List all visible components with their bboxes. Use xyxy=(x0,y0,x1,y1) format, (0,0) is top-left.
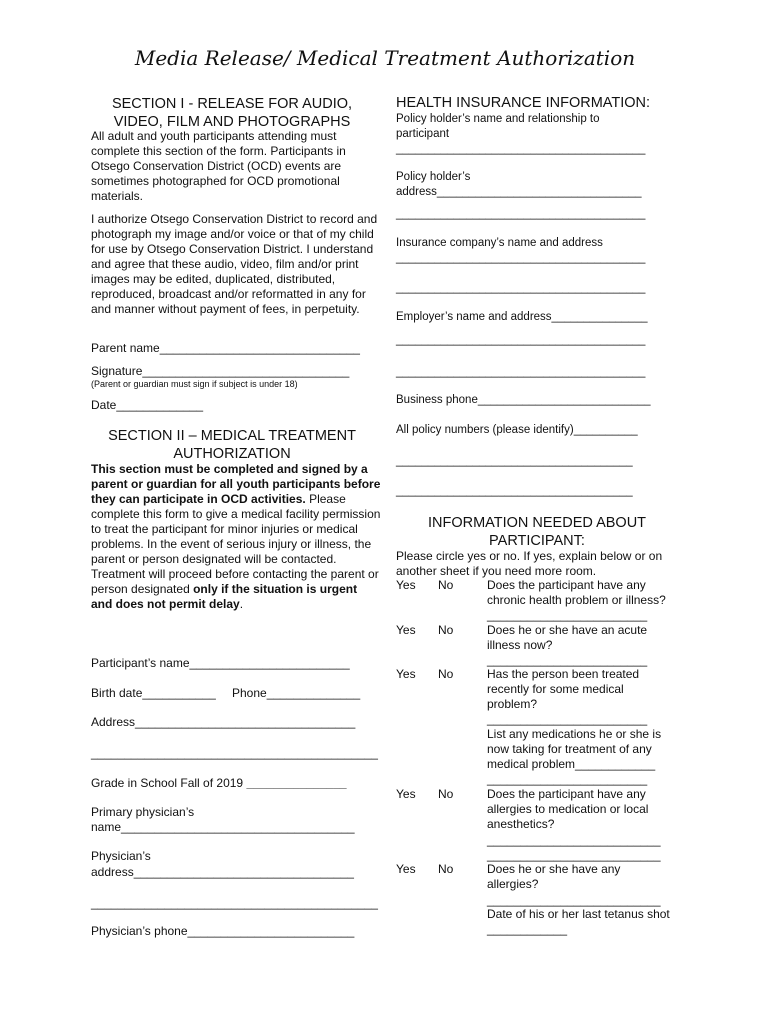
holder-address-label: Policy holder’s xyxy=(396,171,471,183)
section2-body: Please complete this form to give a medical facility permission to treat the participant for minor injuries or medical problems. In the event of serious injury or illness, the parent or person designated will be contacted. Treatment will proceed before contacting the parent or person designated xyxy=(91,492,381,596)
tetanus-field[interactable]: ____________ xyxy=(487,922,568,936)
physician-address-line-2[interactable]: ___________________________________________ xyxy=(91,896,378,910)
q2-question: Does he or she have an acute illness now? xyxy=(487,623,648,652)
medications-blank[interactable]: ____________ xyxy=(575,757,656,771)
q1-no[interactable]: No xyxy=(438,578,454,592)
insurance-company-line-2[interactable]: _______________________________________ xyxy=(396,282,646,294)
employer-field[interactable]: Employer’s name and address_______________ xyxy=(396,311,648,323)
policy-holder-label: Policy holder’s name and relationship to participant xyxy=(396,113,600,140)
policy-numbers-line-3[interactable]: _____________________________________ xyxy=(396,485,633,497)
phone-field[interactable]: Phone______________ xyxy=(232,686,361,700)
q1-yes[interactable]: Yes xyxy=(396,578,416,592)
q3-answer[interactable]: ________________________ xyxy=(487,712,648,726)
q5-question: Does he or she have any allergies? xyxy=(487,862,621,891)
q5-yes[interactable]: Yes xyxy=(396,862,416,876)
medications-answer[interactable]: ________________________ xyxy=(487,772,648,786)
holder-address-line-2[interactable]: _______________________________________ xyxy=(396,208,646,220)
q4-answer-1[interactable]: __________________________ xyxy=(487,833,661,847)
participant-info-instructions: Please circle yes or no. If yes, explain below or on another sheet if you need more room. xyxy=(396,549,663,578)
policy-numbers-field[interactable]: All policy numbers (please identify)__________ xyxy=(396,424,638,436)
holder-address-field[interactable]: address________________________________ xyxy=(396,186,642,198)
signature-note: (Parent or guardian must sign if subject is under 18) xyxy=(91,379,298,389)
grade-field[interactable] xyxy=(91,776,347,790)
employer-line-3[interactable]: _______________________________________ xyxy=(396,366,646,378)
section1-authorization: I authorize Otsego Conservation District to record and photograph my image and/or voice or that of my child for use by Otsego Conservation District. I understand and agree that these audio, video, film and/or print images may be edited, duplicated, distributed, reproduced, broadcast and/or reformatted in any for and manner without payment of fees, in perpetuity. xyxy=(91,212,378,316)
q4-question: Does the participant have any allergies to medication or local anesthetics? xyxy=(487,787,649,831)
tetanus-label: Date of his or her last tetanus shot xyxy=(487,907,670,921)
employer-line-2[interactable]: _______________________________________ xyxy=(396,334,646,346)
policy-holder-field[interactable]: _______________________________________ xyxy=(396,143,646,155)
q5-no[interactable]: No xyxy=(438,862,454,876)
participant-info-heading: INFORMATION NEEDED ABOUT PARTICIPANT: xyxy=(427,515,647,549)
section2-period: . xyxy=(239,597,244,611)
q4-no[interactable]: No xyxy=(438,787,454,801)
q3-question: Has the person been treated recently for some medical problem? xyxy=(487,667,640,711)
q4-answer-2[interactable]: __________________________ xyxy=(487,848,661,862)
business-phone-field[interactable]: Business phone___________________________ xyxy=(396,394,651,406)
medications-question xyxy=(487,727,682,772)
section2-bold-intro: This section must be completed and signed by a parent or guardian for all youth participants before they can participate in OCD activities. xyxy=(91,462,381,506)
signature-field[interactable]: Signature_______________________________ xyxy=(91,364,350,378)
physician-address-label: Physician’s xyxy=(91,849,151,863)
address-line-2[interactable]: ___________________________________________ xyxy=(91,746,378,760)
parent-name-field[interactable]: Parent name______________________________ xyxy=(91,341,360,355)
policy-numbers-line-2[interactable]: _____________________________________ xyxy=(396,455,633,467)
section1-intro: All adult and youth participants attending must complete this section of the form. Participants in Otsego Conservation District (OCD) events are sometimes photographed for OCD promotional materials. xyxy=(91,129,346,203)
insurance-company-field[interactable]: _______________________________________ xyxy=(396,252,646,264)
primary-physician-label: Primary physician’s xyxy=(91,805,195,819)
address-field[interactable]: Address_________________________________ xyxy=(91,715,356,729)
q1-answer[interactable]: ________________________ xyxy=(487,608,648,622)
date-field[interactable]: Date_____________ xyxy=(91,398,204,412)
physician-address-field[interactable]: address_________________________________ xyxy=(91,865,354,879)
q4-yes[interactable]: Yes xyxy=(396,787,416,801)
primary-physician-field[interactable]: name___________________________________ xyxy=(91,820,355,834)
section1-heading: SECTION I - RELEASE FOR AUDIO, VIDEO, FILM AND PHOTOGRAPHS xyxy=(111,96,353,130)
section2-text xyxy=(91,462,381,612)
medications-text: List any medications he or she is now taking for treatment of any medical problem xyxy=(487,727,662,771)
q2-answer[interactable]: ________________________ xyxy=(487,653,648,667)
q1-question: Does the participant have any chronic health problem or illness? xyxy=(487,578,666,607)
section2-heading: SECTION II – MEDICAL TREATMENT AUTHORIZATION xyxy=(108,428,356,462)
grade-label: Grade in School Fall of 2019 xyxy=(91,776,247,790)
participant-name-field[interactable]: Participant’s name________________________ xyxy=(91,656,350,670)
page-title: Media Release/ Medical Treatment Authorization xyxy=(134,46,636,70)
section2-bold-tail: only if the situation is urgent and does not permit delay xyxy=(91,582,358,611)
q5-answer[interactable]: __________________________ xyxy=(487,893,661,907)
insurance-company-label: Insurance company’s name and address xyxy=(396,237,603,249)
birth-date-field[interactable]: Birth date___________ xyxy=(91,686,216,700)
insurance-heading: HEALTH INSURANCE INFORMATION: xyxy=(396,95,651,111)
q3-no[interactable]: No xyxy=(438,667,454,681)
physician-phone-field[interactable]: Physician’s phone_________________________ xyxy=(91,924,355,938)
q2-yes[interactable]: Yes xyxy=(396,623,416,637)
q3-yes[interactable]: Yes xyxy=(396,667,416,681)
grade-blank[interactable]: _______________ xyxy=(246,776,347,790)
q2-no[interactable]: No xyxy=(438,623,454,637)
